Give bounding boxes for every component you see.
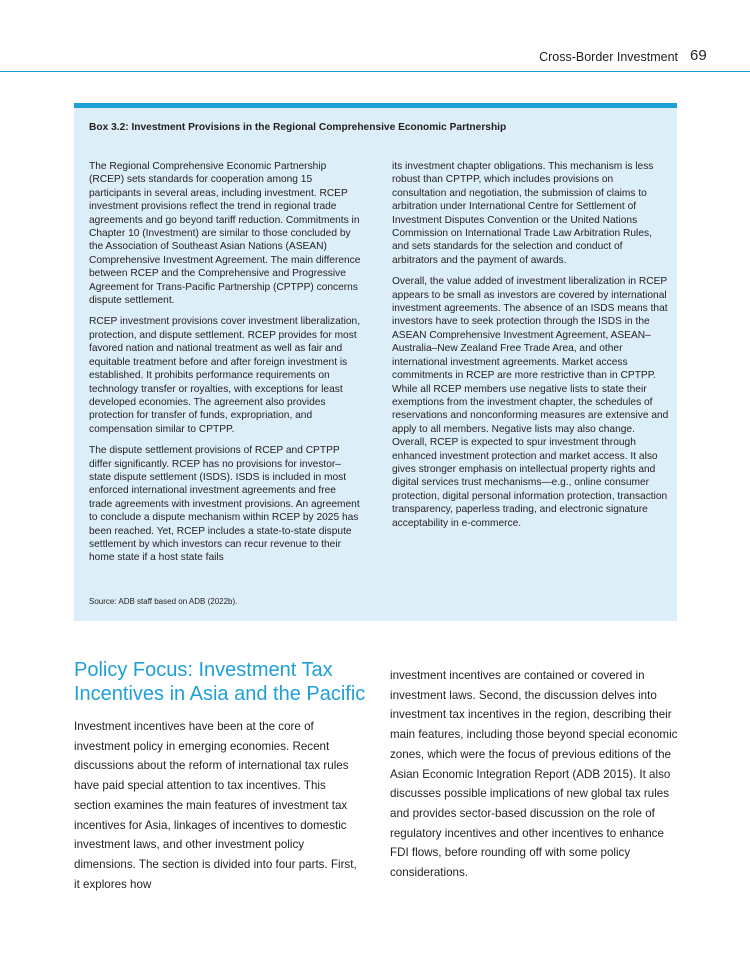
box-source-note: Source: ADB staff based on ADB (2022b).	[89, 597, 238, 606]
box-paragraph: its investment chapter obligations. This mechanism is less robust than CPTPP, which includes provisions on consultation and negotiation, the submission of claims to arbitration under International Centre for Settlement of Investment Disputes Convention or the United Nations Commission on International Trade Law Arbitration Rules, and sets standards for the selection and conduct of arbitrators and the payment of awards.	[392, 161, 654, 266]
box-title: Box 3.2: Investment Provisions in the Regional Comprehensive Economic Partnership	[89, 122, 507, 133]
page-number: 69	[690, 47, 707, 64]
body-left-column	[74, 717, 364, 894]
box-right-column	[392, 160, 670, 538]
box-left-column	[89, 160, 361, 573]
box-top-bar	[74, 103, 677, 108]
box-paragraph: RCEP investment provisions cover investment liberalization, protection, and dispute settlement. RCEP provides for most favored nation and national treatment as well as fair and equitable treatment before and after foreign investment is established. It prohibits performance requirements on technology transfer or royalties, with exceptions for least developed economies. The agreement also provides protection for transfer of funds, expropriation, and compensation similar to CPTPP.	[89, 316, 361, 435]
running-head: Cross-Border Investment	[539, 50, 678, 64]
body-paragraph: investment incentives are contained or covered in investment laws. Second, the discussion delves into investment tax incentives in the region, describing their main features, including those beyond special economic zones, which were the focus of previous editions of the Asian Economic Integration Report (ADB 2015). It also discusses possible implications of new global tax rules and provides sector-based discussion on the role of regulatory incentives and other incentives to enhance FDI flows, before rounding off with some policy considerations.	[390, 669, 678, 880]
header-rule	[0, 71, 750, 72]
page-header	[0, 0, 750, 72]
info-box	[74, 103, 677, 621]
box-paragraph: Overall, the value added of investment liberalization in RCEP appears to be small as investors are covered by international investment agreements. The absence of an ISDS means that investors have to seek protection through the ISDS in the ASEAN Comprehensive Investment Agreement, ASEAN–Australia–New Zealand Free Trade Area, and other international investment agreements. Market access commitments in RCEP are more restrictive than in CPTPP. While all RCEP members use negative lists to state their exemptions from the investment chapter, the schedules of reservations and nonconforming measures are extensive and apply to all members. Negative lists may also change. Overall, RCEP is expected to spur investment through enhanced investment protection and market access. It also gives stronger emphasis on intellectual property rights and digital services trust mechanisms—e.g., online consumer protection, digital personal information protection, transaction transparency, paperless trading, and electronic signature acceptability in e-commerce.	[392, 276, 669, 529]
body-right-column	[390, 666, 682, 883]
section-heading: Policy Focus: Investment Tax Incentives in Asia and the Pacific	[74, 659, 366, 705]
box-paragraph: The Regional Comprehensive Economic Partnership (RCEP) sets standards for cooperation among 15 participants in several areas, including investment. RCEP investment provisions reflect the trend in regional trade agreements and go beyond tariff reduction. Commitments in Chapter 10 (Investment) are similar to those concluded by the Association of Southeast Asian Nations (ASEAN) Comprehensive Investment Agreement. The main difference between RCEP and the Comprehensive and Progressive Agreement for Trans-Pacific Partnership (CPTPP) concerns dispute settlement.	[89, 161, 361, 307]
box-paragraph: The dispute settlement provisions of RCEP and CPTPP differ significantly. RCEP has no provisions for investor–state dispute settlement (ISDS). ISDS is included in most enforced international investment agreements and free trade agreements with investment provisions. An agreement to conclude a dispute mechanism within RCEP by 2025 has been reached. Yet, RCEP includes a state-to-state dispute settlement by which investors can recur revenue to their home state if a host state fails	[89, 445, 360, 564]
body-paragraph: Investment incentives have been at the core of investment policy in emerging economies. Recent discussions about the reform of international tax rules have paid special attention to tax incentives. This section examines the main features of investment tax incentives for Asia, linkages of incentives to domestic investment laws, and other investment policy dimensions. The section is divided into four parts. First, it explores how	[74, 720, 357, 891]
